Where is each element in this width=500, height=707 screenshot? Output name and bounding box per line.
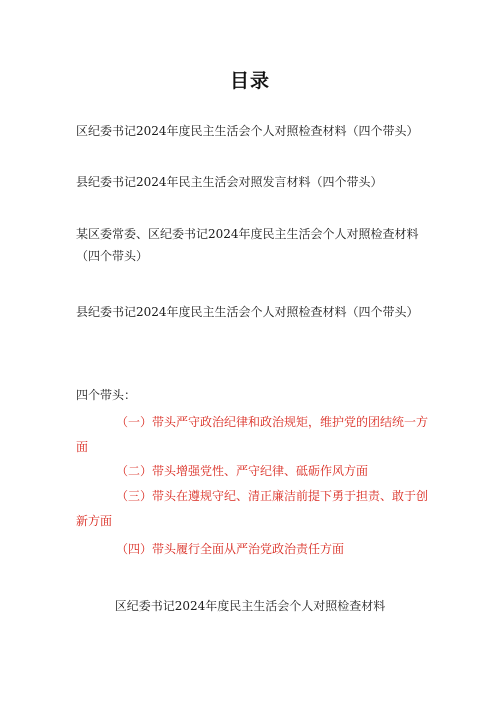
section-title: 区纪委书记2024年度民主生活会个人对照检查材料 (114, 599, 386, 613)
head-item-1: （一）带头严守政治纪律和政治规矩，维护党的团结统一方面 (76, 415, 429, 454)
head-item-3: （三）带头在遵规守纪、清正廉洁前提下勇于担责、敢于创新方面 (76, 489, 429, 528)
page-title: 目录 (229, 70, 270, 92)
toc-item-4: 县纪委书记2024年度民主生活会个人对照检查材料（四个带头） (76, 305, 419, 319)
toc-item-2: 县纪委书记2024年民主生活会对照发言材料（四个带头） (76, 175, 383, 189)
toc-item-1: 区纪委书记2024年度民主生活会个人对照检查材料（四个带头） (76, 124, 419, 138)
toc-item-3: 某区委常委、区纪委书记2024年度民主生活会个人对照检查材料（四个带头） (76, 227, 419, 263)
four-heads-label: 四个带头： (76, 388, 137, 402)
head-item-4: （四）带头履行全面从严治党政治责任方面 (116, 542, 345, 556)
head-item-2: （二）带头增强党性、严守纪律、砥砺作风方面 (116, 464, 369, 478)
